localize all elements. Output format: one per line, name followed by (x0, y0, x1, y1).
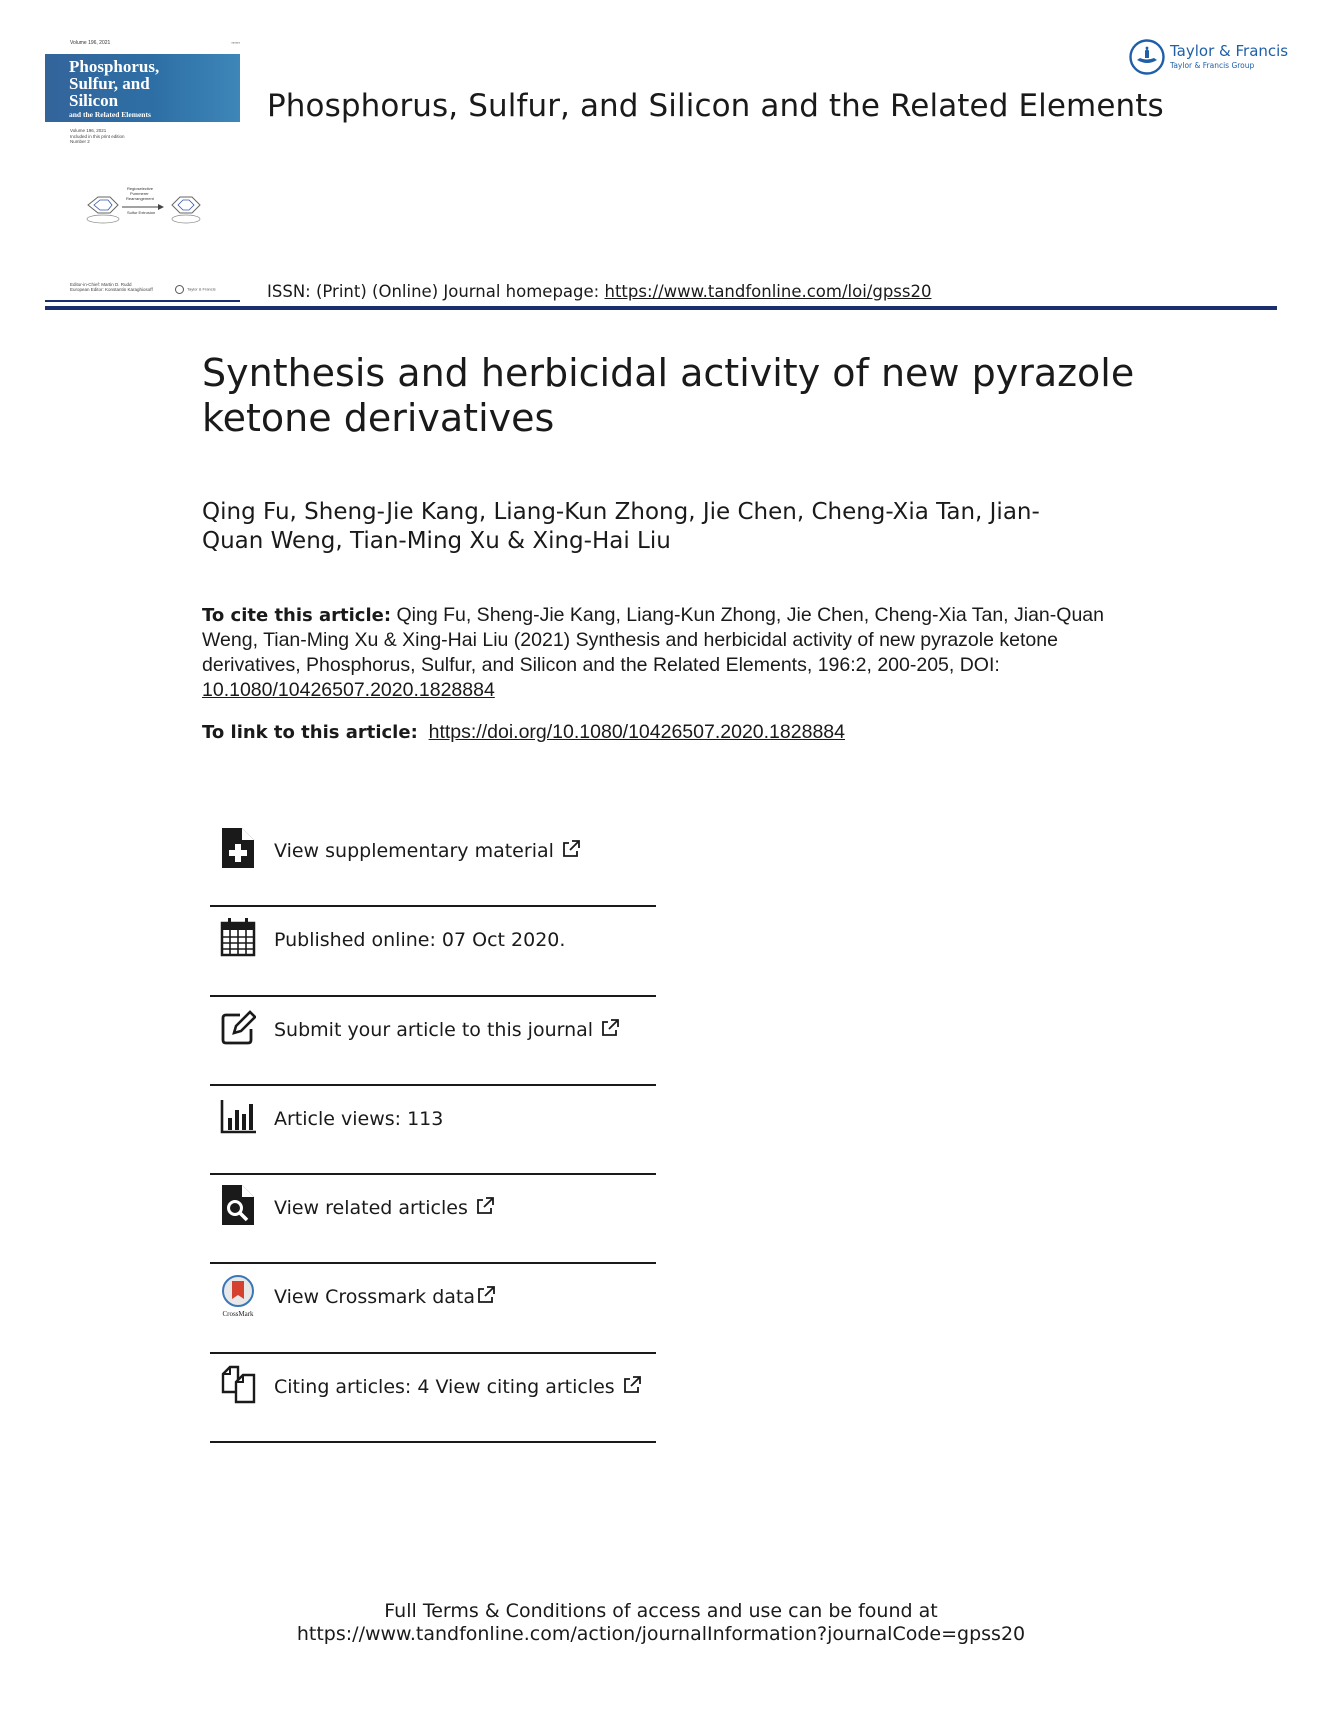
cover-note-line: Number 2 (70, 139, 90, 144)
cover-publisher-logo-icon (175, 285, 184, 294)
cover-publisher-logo (175, 285, 216, 294)
info-row-supplementary[interactable] (210, 818, 656, 907)
cover-graphic-caption: Sulfur Extrusion (127, 210, 156, 215)
cover-volume: Volume 196, 2021 (70, 40, 111, 46)
calendar-icon (220, 917, 256, 957)
issn-text: ISSN: (Print) (Online) Journal homepage: (267, 282, 605, 301)
search-document-icon (220, 1185, 256, 1225)
cover-title-band (45, 54, 240, 122)
publisher-name: Taylor & Francis (1170, 42, 1289, 60)
related-link[interactable]: View related articles (274, 1197, 468, 1220)
cover-note-line: Volume 196, 2021 (70, 128, 107, 133)
info-text (274, 840, 580, 862)
cover-publisher-name: Taylor & Francis (187, 286, 216, 292)
article-views: Article views: 113 (274, 1107, 444, 1130)
info-row-related[interactable] (210, 1175, 656, 1264)
cover-title-line: Phosphorus, (69, 57, 160, 76)
info-row-submit[interactable] (210, 997, 656, 1086)
bar-chart-icon (220, 1096, 256, 1136)
info-text (274, 1286, 495, 1308)
external-link-icon (477, 1286, 495, 1304)
info-row-published (210, 907, 656, 996)
crossmark-link[interactable]: View Crossmark data (274, 1286, 476, 1309)
journal-homepage-link[interactable]: https://www.tandfonline.com/loi/gpss20 (604, 282, 932, 301)
cite-label: To cite this article: (202, 605, 392, 626)
publisher-logo[interactable] (1128, 38, 1288, 78)
cover-graphic-caption: Pummerer (130, 191, 149, 196)
taylor-francis-lamp-icon (1128, 38, 1166, 76)
info-text (274, 1197, 494, 1219)
crossmark-logo-text: CrossMark (222, 1310, 254, 1319)
cover-editor-line: Editor-in-Chief: Martin D. Rudd (70, 282, 132, 287)
cover-subtitle: and the Related Elements (69, 110, 151, 119)
cover-graphic-caption: Rearrangement (126, 196, 154, 201)
cover-editors (70, 282, 153, 292)
file-plus-icon (220, 828, 256, 868)
cover-chemistry-graphic (80, 183, 210, 243)
cover-title (69, 58, 159, 109)
article-info-list (210, 818, 656, 1443)
journal-name: Phosphorus, Sulfur, and Silicon and the Related Elements (267, 88, 1164, 124)
issn-homepage-line (267, 282, 932, 301)
citation-block (202, 603, 1132, 703)
article-title: Synthesis and herbicidal activity of new pyrazole ketone derivatives (202, 351, 1135, 440)
terms-footer (0, 1600, 1322, 1646)
external-link-icon (601, 1019, 619, 1037)
external-link-icon (476, 1197, 494, 1215)
article-link-line (202, 721, 845, 744)
cover-title-line: Sulfur, and (69, 74, 150, 93)
cover-title-line: Silicon (69, 91, 119, 110)
journal-cover-thumbnail (45, 38, 240, 298)
info-row-crossmark[interactable] (210, 1264, 656, 1353)
cover-note-line: Included in this print edition (70, 133, 125, 139)
info-row-citing[interactable] (210, 1354, 656, 1443)
cite-text: Qing Fu, Sheng-Jie Kang, Liang-Kun Zhong, Jie Chen, Cheng-Xia Tan, Jian-Quan Weng, Tian-Ming Xu & Xing-Hai Liu (2021) Synthesis and herbicidal activity of new pyrazole ketone derivatives, Phosphorus, Sulfur, and Silicon and the Related Elements, 196:2, 200-205, DOI: (202, 604, 1104, 676)
publisher-group: Taylor & Francis Group (1170, 61, 1255, 70)
info-row-views (210, 1086, 656, 1175)
link-label: To link to this article: (202, 722, 418, 743)
article-doi-url[interactable]: https://doi.org/10.1080/10426507.2020.1828884 (428, 721, 845, 743)
cover-divider (45, 300, 240, 302)
footer-line: Full Terms & Conditions of access and use can be found at (384, 1600, 938, 1622)
crossmark-icon (220, 1274, 256, 1318)
supplementary-link[interactable]: View supplementary material (274, 840, 554, 862)
submit-link[interactable]: Submit your article to this journal (274, 1018, 594, 1041)
external-link-icon (623, 1376, 641, 1394)
cover-editor-line: European Editor: Konstantin Karaghiosoff (70, 287, 153, 292)
header-divider (45, 306, 1277, 310)
citing-link[interactable]: Citing articles: 4 View citing articles (274, 1375, 615, 1398)
info-text (274, 1376, 641, 1398)
cover-isbn-mark: ▪▪▪▪▪▪ (231, 40, 240, 45)
footer-url[interactable]: https://www.tandfonline.com/action/journalInformation?journalCode=gpss20 (296, 1623, 1026, 1645)
cover-graphic-caption: Regioselective (127, 186, 154, 191)
doi-link[interactable]: 10.1080/10426507.2020.1828884 (202, 679, 495, 701)
edit-icon (220, 1007, 256, 1047)
article-authors: Qing Fu, Sheng-Jie Kang, Liang-Kun Zhong, Jie Chen, Cheng-Xia Tan, Jian-Quan Weng, Tian-Ming Xu & Xing-Hai Liu (202, 499, 1040, 554)
cover-edition-note (70, 128, 125, 145)
copy-documents-icon (220, 1364, 256, 1404)
info-text (274, 1019, 619, 1041)
external-link-icon (562, 840, 580, 858)
published-date: Published online: 07 Oct 2020. (274, 929, 566, 952)
